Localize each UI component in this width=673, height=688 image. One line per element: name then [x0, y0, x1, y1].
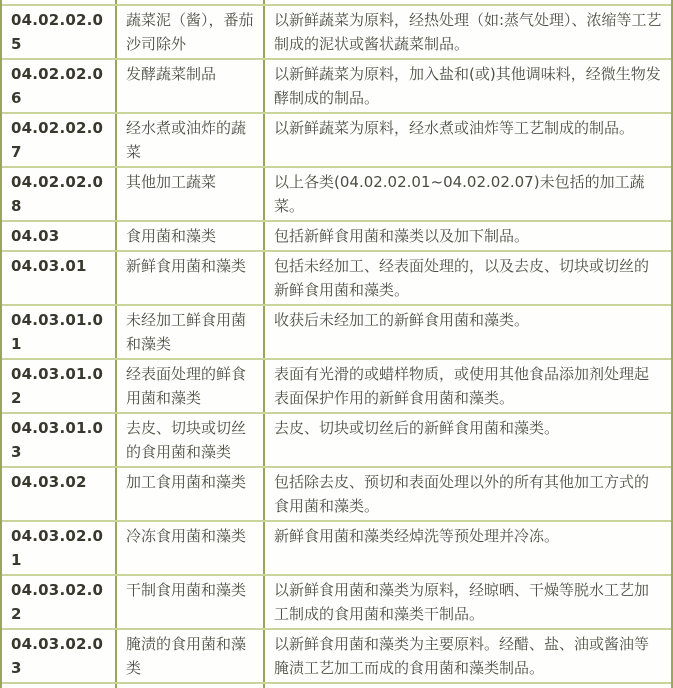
table-row [2, 574, 671, 628]
description-cell: 新鲜食用菌和藻类经焯洗等预处理并冷冻。 [263, 522, 671, 574]
code-cell: 04.03 [11, 227, 60, 245]
table-row [2, 412, 671, 466]
table-row [2, 250, 671, 304]
code-cell [2, 0, 115, 4]
table-row [2, 112, 671, 166]
description-cell: 以上各类(04.02.02.01~04.02.02.07)未包括的加工蔬菜。 [263, 168, 671, 220]
description-cell: 以新鲜蔬菜为原料，经水煮或油炸等工艺制成的制品。 [263, 114, 671, 166]
code-cell [2, 684, 115, 688]
description-cell: 包括新鲜食用菌和藻类以及加下制品。 [263, 222, 671, 250]
description-cell: 以新鲜蔬菜为原料，加入盐和(或)其他调味料，经微生物发酵制成的制品。 [263, 60, 671, 112]
table-row-partial-bottom [2, 682, 671, 688]
table-row [2, 4, 671, 58]
table-row [2, 304, 671, 358]
description-cell: 表面有光滑的或蜡样物质，或使用其他食品添加剂处理起表面保护作用的新鲜食用菌和藻类。 [263, 360, 671, 412]
code-cell: 04.03.01 [11, 257, 87, 275]
code-cell: 04.03.02.02 [11, 581, 104, 623]
description-cell: 去皮、切块或切丝后的新鲜食用菌和藻类。 [263, 414, 671, 466]
description-cell: 以新鲜食用菌和藻类为主要原料。经醋、盐、油或酱油等腌渍工艺加工而成的食用菌和藻类制品。 [263, 630, 671, 682]
name-cell [115, 684, 263, 688]
name-cell [115, 0, 263, 4]
code-cell: 04.03.01.03 [11, 419, 104, 461]
code-cell: 04.02.02.05 [11, 11, 104, 53]
name-cell: 腌渍的食用菌和藻类 [115, 630, 263, 682]
description-cell: 以新鲜蔬菜为原料，经热处理（如:蒸气处理）、浓缩等工艺制成的泥状或酱状蔬菜制品。 [263, 6, 671, 58]
name-cell: 经表面处理的鲜食用菌和藻类 [115, 360, 263, 412]
code-cell: 04.02.02.06 [11, 65, 104, 107]
description-cell: 收获后未经加工的新鲜食用菌和藻类。 [263, 306, 671, 358]
code-cell: 04.03.01.01 [11, 311, 104, 353]
table-row-partial-top [2, 0, 671, 4]
table-row [2, 58, 671, 112]
description-cell [263, 684, 671, 688]
table-row [2, 628, 671, 682]
description-cell [263, 0, 671, 4]
name-cell: 冷冻食用菌和藻类 [115, 522, 263, 574]
code-cell: 04.03.01.02 [11, 365, 104, 407]
code-cell: 04.03.02.03 [11, 635, 104, 677]
table-row [2, 220, 671, 250]
name-cell: 加工食用菌和藻类 [115, 468, 263, 520]
name-cell: 发酵蔬菜制品 [115, 60, 263, 112]
name-cell: 新鲜食用菌和藻类 [115, 252, 263, 304]
name-cell: 经水煮或油炸的蔬菜 [115, 114, 263, 166]
description-cell: 包括未经加工、经表面处理的，以及去皮、切块或切丝的新鲜食用菌和藻类。 [263, 252, 671, 304]
name-cell: 去皮、切块或切丝的食用菌和藻类 [115, 414, 263, 466]
description-cell: 以新鲜食用菌和藻类为原料，经晾晒、干燥等脱水工艺加工制成的食用菌和藻类干制品。 [263, 576, 671, 628]
description-cell: 包括除去皮、预切和表面处理以外的所有其他加工方式的食用菌和藻类。 [263, 468, 671, 520]
table-row [2, 466, 671, 520]
name-cell: 干制食用菌和藻类 [115, 576, 263, 628]
name-cell: 蔬菜泥（酱），番茄沙司除外 [115, 6, 263, 58]
name-cell: 食用菌和藻类 [115, 222, 263, 250]
table-row [2, 520, 671, 574]
code-cell: 04.02.02.08 [11, 173, 104, 215]
code-cell: 04.03.02.01 [11, 527, 104, 569]
name-cell: 其他加工蔬菜 [115, 168, 263, 220]
table-row [2, 358, 671, 412]
table-row [2, 166, 671, 220]
code-cell: 04.02.02.07 [11, 119, 104, 161]
code-cell: 04.03.02 [11, 473, 87, 491]
name-cell: 未经加工鲜食用菌和藻类 [115, 306, 263, 358]
